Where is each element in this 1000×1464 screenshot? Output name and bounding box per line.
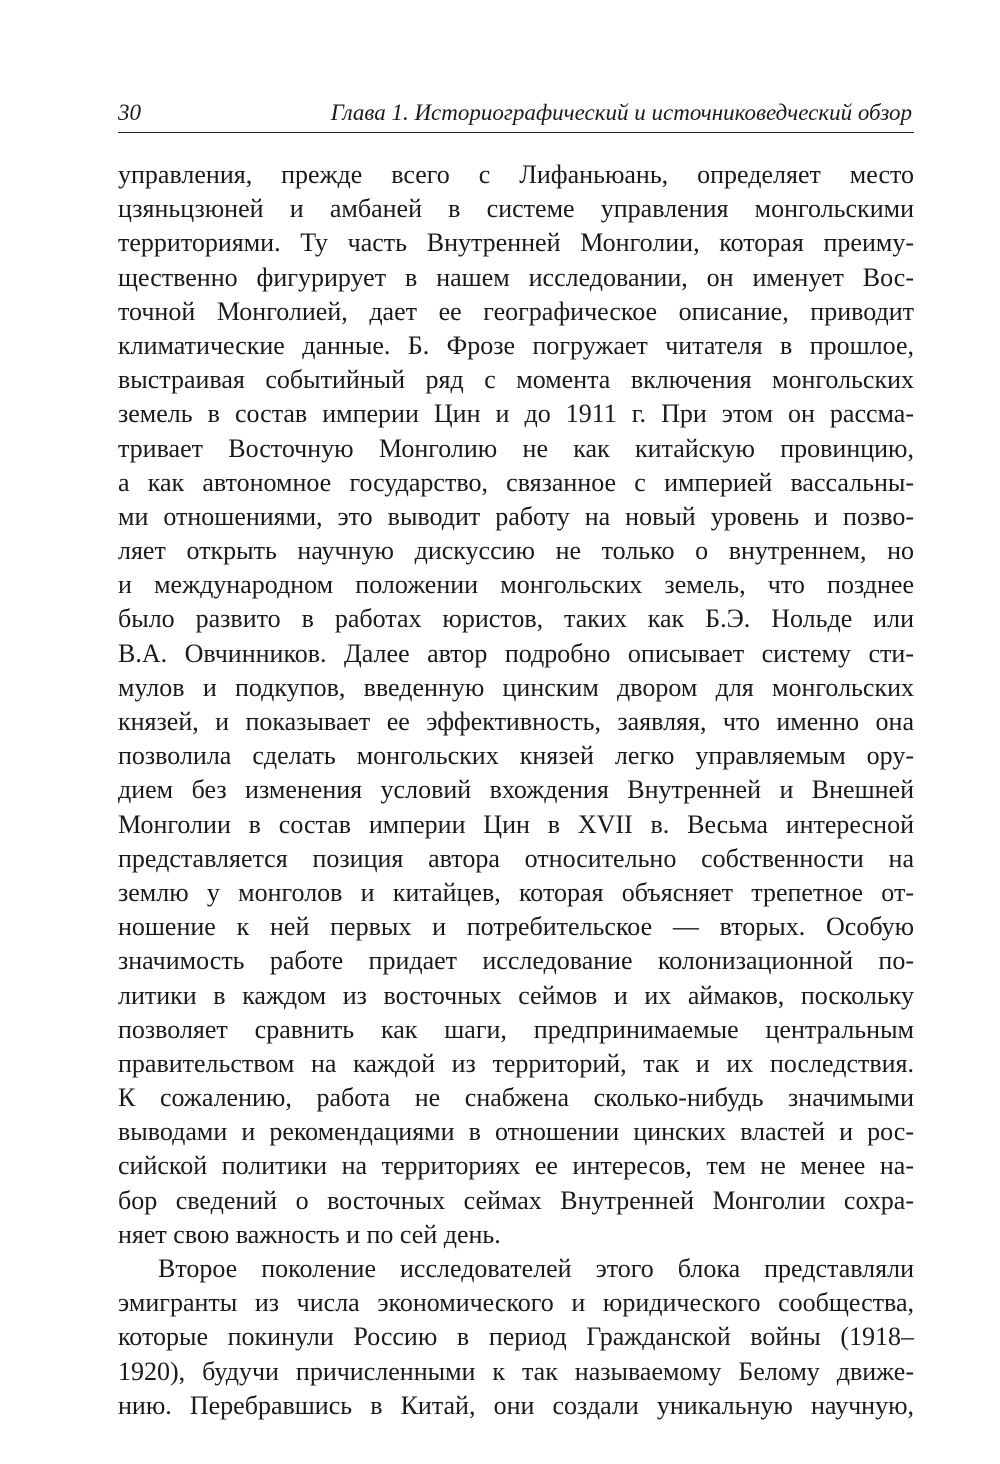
text-line: бор сведений о восточных сеймах Внутренней Монголии сохра- <box>118 1185 914 1215</box>
text-line: эмигранты из числа экономического и юридического сообщества, <box>118 1288 914 1318</box>
page-number: 30 <box>118 100 141 125</box>
text-line: управления, прежде всего с Лифаньюань, определяет место <box>118 160 914 189</box>
text-line: няет свою важность и по сей день. <box>118 1219 501 1249</box>
text-line: дием без изменения условий вхождения Внутренней и Внешней <box>118 775 914 805</box>
text-line: земель в состав империи Цин и до 1911 г. При этом он рассма- <box>118 399 914 429</box>
text-line: щественно фигурирует в нашем исследовании, он именует Вос- <box>118 262 914 292</box>
text-line: цзяньцзюней и амбаней в системе управления монгольскими <box>118 194 914 224</box>
text-line: ляет открыть научную дискуссию не только о внутреннем, но <box>118 536 914 566</box>
text-line: выстраивая событийный ряд с момента включения монгольских <box>118 365 914 395</box>
running-title: Глава 1. Историографический и источниковедческий обзор <box>330 100 912 125</box>
text-line: нию. Перебравшись в Китай, они создали уникальную научную, <box>118 1390 914 1420</box>
text-line: мулов и подкупов, введенную цинским двором для монгольских <box>118 672 914 702</box>
text-line: князей, и показывает ее эффективность, заявляя, что именно она <box>118 707 914 736</box>
paragraph-2 <box>118 1252 914 1423</box>
text-line: Второе поколение исследователей этого блока представляли <box>158 1254 914 1283</box>
text-line: литики в каждом из восточных сеймов и их аймаков, поскольку <box>118 980 914 1010</box>
paragraph-1 <box>118 158 914 1252</box>
text-line: позволила сделать монгольских князей легко управляемым ору- <box>118 741 914 771</box>
text-line: правительством на каждой из территорий, так и их последствия. <box>118 1048 914 1078</box>
text-line: землю у монголов и китайцев, которая объясняет трепетное от- <box>118 877 914 907</box>
text-line: точной Монголией, дает ее географическое описание, приводит <box>118 296 914 326</box>
text-line: 1920), будучи причисленными к так называемому Белому движе- <box>118 1356 914 1386</box>
body-text <box>118 158 914 1423</box>
text-line: представляется позиция автора относительно собственности на <box>118 843 914 873</box>
text-line: сийской политики на территориях ее интересов, тем не менее на- <box>118 1151 914 1181</box>
text-line: Монголии в состав империи Цин в XVII в. Весьма интересной <box>118 809 914 839</box>
text-line: которые покинули Россию в период Гражданской войны (1918– <box>118 1322 914 1352</box>
text-line: значимость работе придает исследование колонизационной по- <box>118 946 914 976</box>
text-line: климатические данные. Б. Фрозе погружает читателя в прошлое, <box>118 330 914 360</box>
text-line: было развито в работах юристов, таких как Б.Э. Нольде или <box>118 604 914 634</box>
text-line: территориями. Ту часть Внутренней Монголии, которая преиму- <box>118 228 914 258</box>
text-line: ношение к ней первых и потребительское — вторых. Особую <box>118 912 914 942</box>
text-line: В.А. Овчинников. Далее автор подробно описывает систему сти- <box>118 638 914 668</box>
text-line: а как автономное государство, связанное с империей вассальны- <box>118 467 914 497</box>
page-header <box>118 98 914 133</box>
text-line: выводами и рекомендациями в отношении цинских властей и рос- <box>118 1117 914 1147</box>
text-line: К сожалению, работа не снабжена сколько-нибудь значимыми <box>118 1083 914 1113</box>
text-line: ми отношениями, это выводит работу на новый уровень и позво- <box>118 501 914 531</box>
text-line: позволяет сравнить как шаги, предпринимаемые центральным <box>118 1014 914 1044</box>
text-line: и международном положении монгольских земель, что позднее <box>118 570 914 600</box>
text-line: тривает Восточную Монголию не как китайскую провинцию, <box>118 433 914 463</box>
